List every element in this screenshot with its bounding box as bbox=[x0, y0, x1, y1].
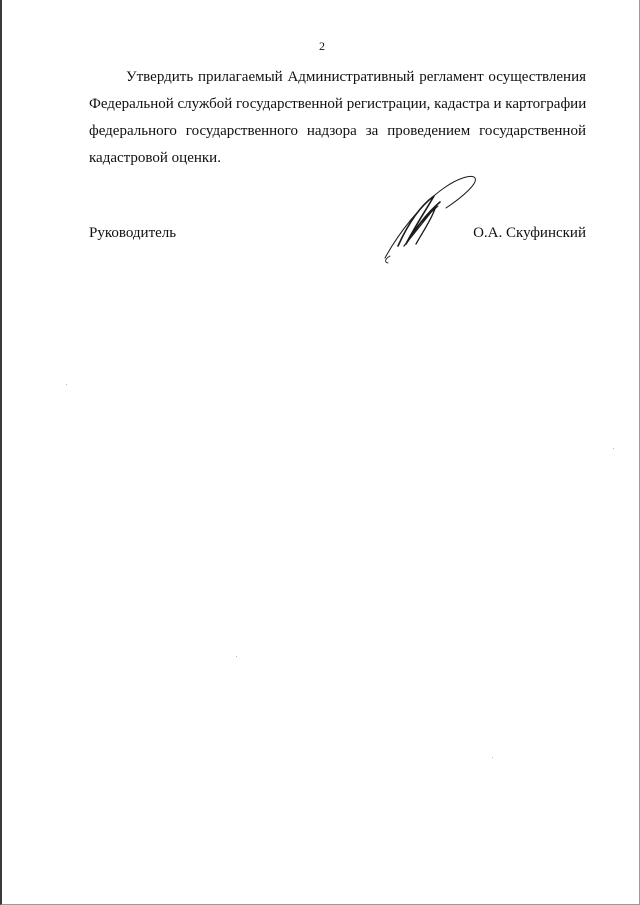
scan-speck bbox=[66, 384, 67, 385]
decree-paragraph bbox=[89, 64, 586, 172]
scan-speck bbox=[492, 757, 493, 758]
paragraph-line-1: Утвердить прилагаемый Административный регламент осуществления bbox=[126, 69, 586, 85]
paragraph-line-4: кадастровой оценки. bbox=[89, 150, 221, 166]
signature-row bbox=[89, 222, 586, 244]
signer-position: Руководитель bbox=[89, 225, 177, 241]
scan-speck bbox=[613, 448, 614, 449]
paragraph-line-2: Федеральной службой государственной регистрации, кадастра и картографии bbox=[89, 96, 587, 112]
handwritten-signature bbox=[376, 166, 486, 266]
paragraph-line-3: федерального государственного надзора за проведением государственной bbox=[89, 123, 586, 139]
scan-speck bbox=[236, 656, 237, 657]
signer-name: О.А. Скуфинский bbox=[473, 225, 586, 241]
signature-stroke-tail bbox=[386, 256, 390, 263]
page-number: 2 bbox=[319, 39, 325, 53]
